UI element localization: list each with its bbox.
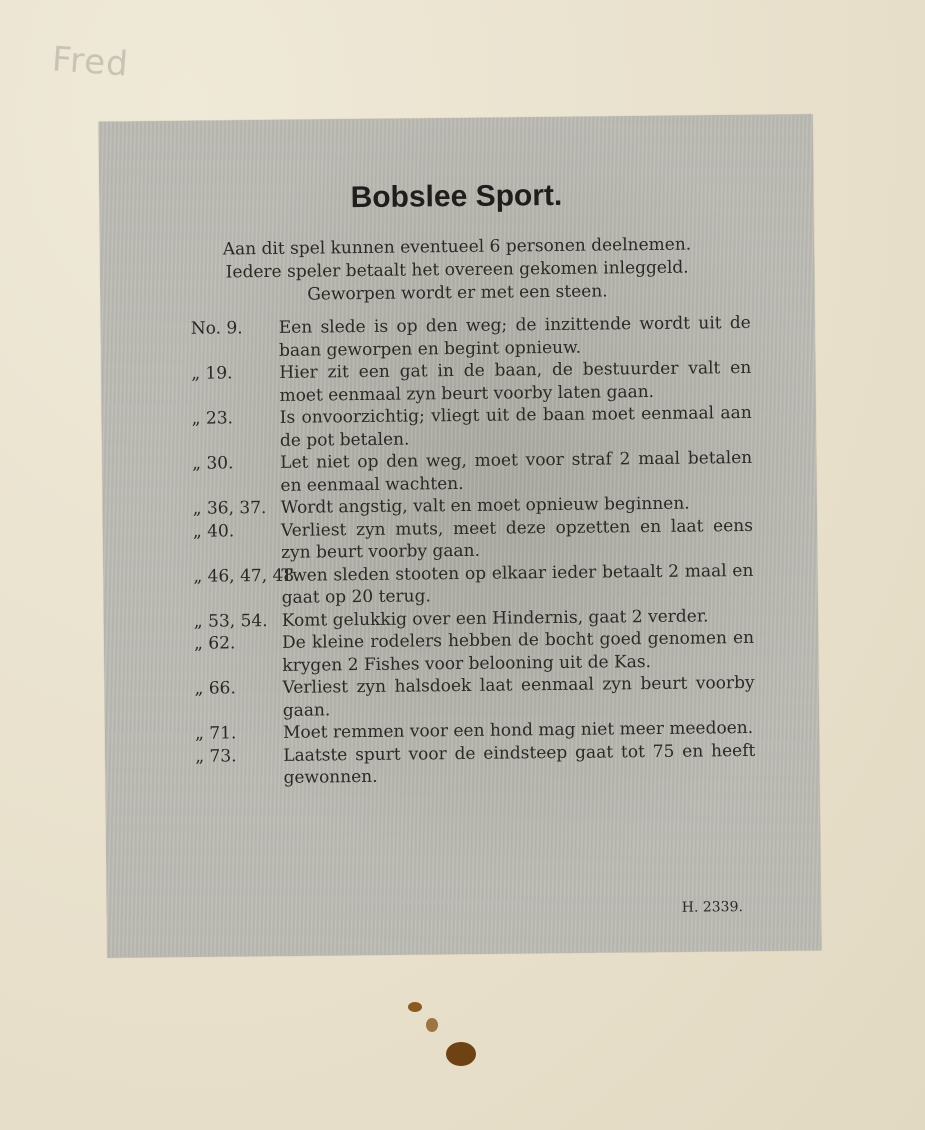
rule-item [194, 672, 754, 723]
rust-stain [408, 1002, 422, 1012]
rule-text: Twen sleden stooten op elkaar ieder betaalt 2 maal en gaat op 20 terug. [281, 560, 754, 608]
rule-number: „ 73. [195, 745, 237, 767]
rule-number: No. 9. [190, 318, 243, 339]
rule-text: Verliest zyn halsdoek laat eenmaal zyn beurt voorby gaan. [282, 672, 755, 721]
rule-text: Verliest zyn muts, meet deze opzetten en laat eens zyn beurt voorby gaan. [280, 515, 754, 563]
rule-number: „ 53, 54. [193, 610, 268, 632]
rule-text: De kleine rodelers hebben de bocht goed genomen en krygen 2 Fishes voor belooning uit de Kas. [282, 627, 755, 676]
rule-number: „ 62. [194, 633, 236, 654]
rust-stain [446, 1042, 476, 1066]
rule-item [192, 447, 752, 498]
rule-text: Laatste spurt voor de eindsteep gaat tot 75 en heeft gewonnen. [283, 740, 756, 788]
rule-item [192, 402, 752, 453]
rule-text: Een slede is op den weg; de inzittende wordt uit de baan geworpen en begint opnieuw. [278, 312, 751, 361]
rule-item [193, 514, 753, 565]
rule-item [195, 739, 755, 790]
rule-number: „ 66. [194, 678, 236, 699]
intro-line: Aan dit spel kunnen eventueel 6 personen deelnemen. [222, 234, 692, 260]
rule-number: „ 23. [191, 408, 234, 429]
rule-item [194, 627, 754, 678]
rule-text: Hier zit een gat in de baan, de bestuurder valt en moet eenmaal zyn beurt voorby laten gaan. [279, 357, 752, 406]
rule-text: Is onvoorzichtig; vliegt uit de baan moet eenmaal aan de pot betalen. [279, 402, 752, 451]
rule-text: Wordt angstig, valt en moet opnieuw beginnen. [280, 493, 690, 518]
rule-text: Let niet op den weg, moet voor straf 2 maal betalen en eenmaal wachten. [280, 447, 753, 496]
catalog-code: H. 2339. [681, 899, 743, 916]
rule-number: „ 46, 47, 48. [193, 565, 300, 587]
page-title: Bobslee Sport. [350, 178, 563, 215]
rust-stain [426, 1018, 438, 1032]
rule-text: Komt gelukkig over een Hindernis, gaat 2 verder. [281, 605, 709, 631]
intro-line: Iedere speler betaalt het overeen gekomen inleggeld. [225, 257, 689, 283]
rule-text: Moet remmen voor een hond mag niet meer meedoen. [282, 717, 754, 743]
rules-list [191, 312, 756, 790]
intro-text [120, 232, 795, 308]
rule-item [191, 312, 751, 363]
rule-number: „ 30. [192, 453, 234, 474]
game-rules-label [99, 114, 822, 957]
rule-item [191, 357, 751, 408]
rule-number: „ 36, 37. [192, 498, 267, 519]
handwritten-note: Fred [50, 39, 131, 85]
intro-line: Geworpen wordt er met een steen. [307, 281, 608, 305]
rule-number: „ 71. [194, 723, 237, 744]
rule-item [193, 559, 753, 610]
rule-number: „ 40. [192, 520, 235, 542]
rule-number: „ 19. [191, 363, 233, 384]
